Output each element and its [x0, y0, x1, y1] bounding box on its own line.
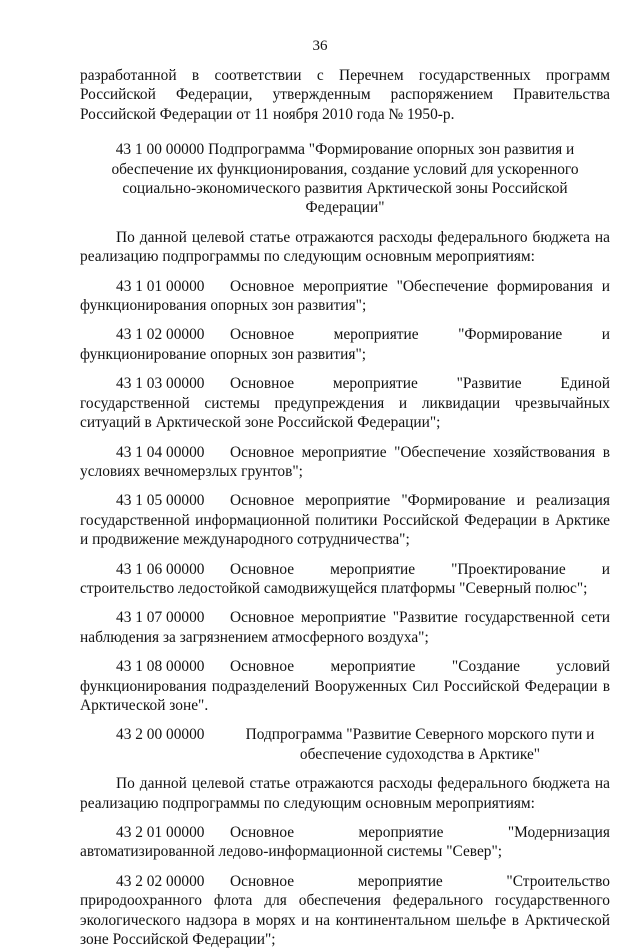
activity-text: Основное мероприятие "Обеспечение формирования и функционирования опорных зон развития";: [80, 277, 610, 315]
activity-text: Основное мероприятие "Модернизация автоматизированной ледово-информационной системы "Север";: [80, 824, 610, 861]
activity-text: Основное мероприятие "Развитие Единой государственной системы предупреждения и ликвидации чрезвычайных ситуаций в Арктической зоне Российской Федерации";: [80, 375, 610, 432]
activity-item: [80, 872, 610, 949]
activity-item: [80, 325, 610, 364]
activity-code: 43 2 02 00000: [116, 872, 205, 890]
activity-text: Основное мероприятие "Обеспечение хозяйствования в условиях вечномерзлых грунтов";: [80, 443, 610, 480]
activity-text: Основное мероприятие "Формирование и функционирование опорных зон развития";: [80, 326, 610, 363]
activity-code: 43 1 02 00000: [116, 326, 205, 344]
activity-code: 43 2 01 00000: [116, 824, 205, 841]
activity-code: 43 1 06 00000: [116, 560, 205, 578]
activity-item: [80, 657, 610, 715]
subprogram-2-heading: [80, 725, 610, 764]
intro-paragraph: разработанной в соответствии с Перечнем государственных программ Российской Федерации, утвержденным распоряжением Правительства Российской Федерации от 11 ноября 2010 года № 1950-р.: [80, 67, 610, 123]
activity-item: [80, 608, 610, 647]
activity-item: [80, 560, 610, 599]
activity-code: 43 1 08 00000: [116, 658, 205, 676]
activity-code: 43 1 04 00000: [116, 443, 205, 461]
activity-text: Основное мероприятие "Строительство природоохранного флота для обеспечения федерального государственного экологического надзора в морях и на континентальном шельфе в Арктической зоне Российской Федерации";: [80, 872, 610, 949]
activity-code: 43 1 05 00000: [116, 492, 205, 510]
activity-item: [80, 491, 610, 549]
activity-text: Основное мероприятие "Проектирование и строительство ледостойкой самодвижущейся платформы "Северный полюс";: [80, 560, 610, 597]
subprogram-2-code: 43 2 00 00000: [116, 726, 205, 744]
activity-text: Основное мероприятие "Формирование и реализация государственной информационной политики Российской Федерации в Арктике и продвижение международного сотрудничества";: [80, 492, 610, 549]
subprogram-1-heading: 43 1 00 00000 Подпрограмма "Формирование опорных зон развития и обеспечение их функционирования, создание условий для ускоренного социально-экономического развития Арктической зоны Российской Федерации": [111, 141, 579, 217]
page-number: 36: [312, 38, 328, 54]
subprogram-2-title: Подпрограмма "Развитие Северного морского пути и обеспечение судоходства в Арктике": [245, 726, 595, 763]
activity-text: Основное мероприятие "Развитие государственной сети наблюдения за загрязнением атмосферного воздуха";: [80, 609, 610, 646]
activity-code: 43 1 03 00000: [116, 375, 205, 393]
activity-item: [80, 823, 610, 862]
activity-item: [80, 443, 610, 482]
page-content: [80, 66, 610, 949]
activity-code: 43 1 01 00000: [116, 277, 205, 295]
activity-code: 43 1 07 00000: [116, 609, 205, 627]
subprogram-2-lead: По данной целевой статье отражаются расходы федерального бюджета на реализацию подпрограммы по следующим основным мероприятиям:: [80, 775, 610, 812]
activity-item: [80, 277, 610, 316]
activity-text: Основное мероприятие "Создание условий функционирования подразделений Вооруженных Сил Российской Федерации в Арктической зоне".: [80, 658, 610, 714]
activity-item: [80, 374, 610, 432]
subprogram-1-lead: По данной целевой статье отражаются расходы федерального бюджета на реализацию подпрограммы по следующим основным мероприятиям:: [80, 228, 610, 266]
